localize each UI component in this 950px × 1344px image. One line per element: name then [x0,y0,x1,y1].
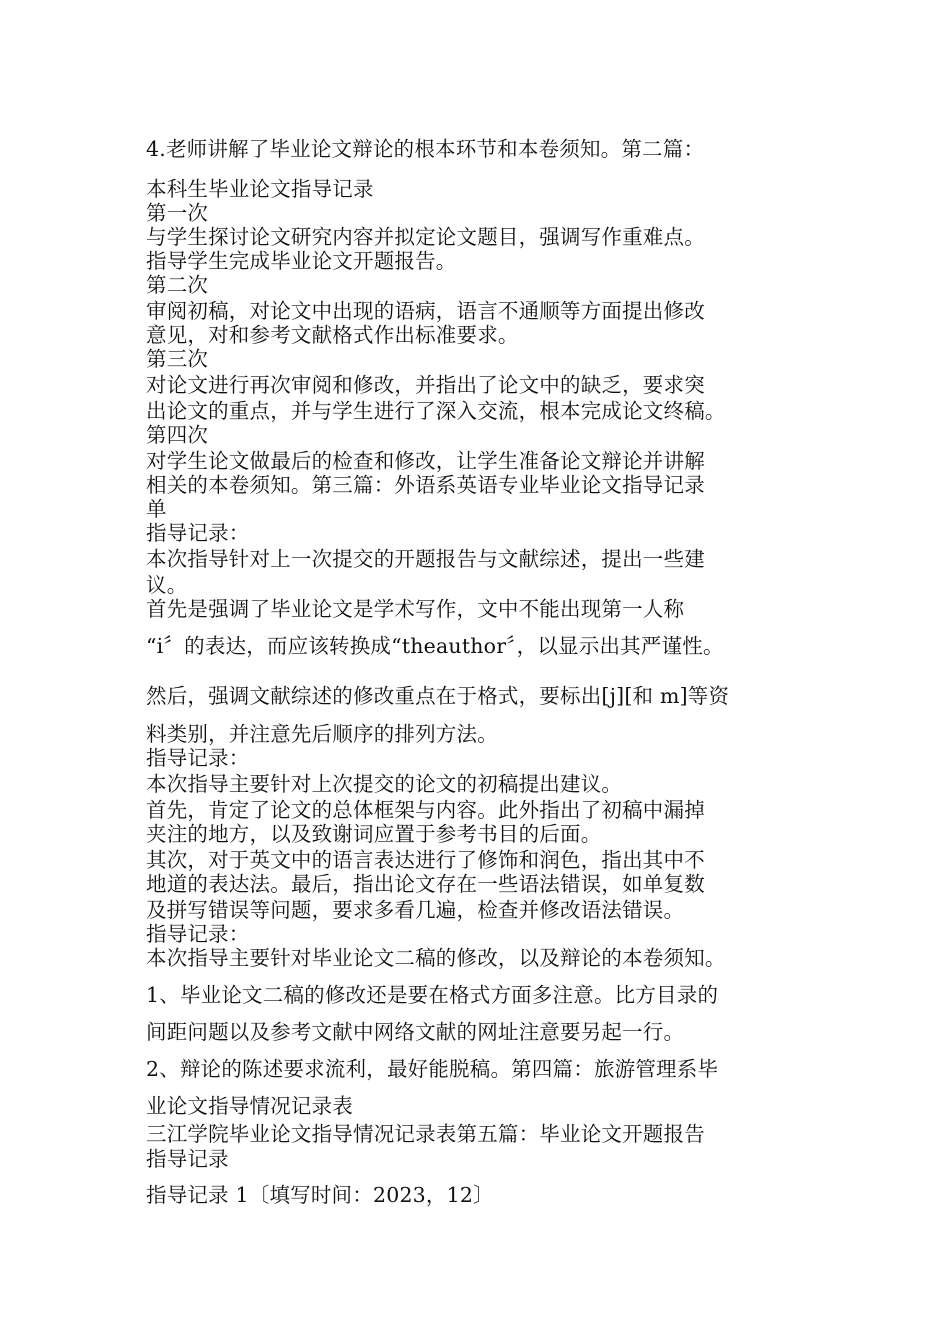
text-line: 4.老师讲解了毕业论文辩论的根本环节和本卷须知。第二篇： [146,137,705,161]
text-line: 议。 [146,573,188,597]
text-line: 单 [146,497,167,521]
text-line: 与学生探讨论文研究内容并拟定论文题目，强调写作重难点。 [146,225,705,249]
text-line: 首先，肯定了论文的总体框架与内容。此外指出了初稿中漏掉 [146,798,705,822]
text-line: 指导学生完成毕业论文开题报告。 [146,249,457,273]
text-line: 2、辩论的陈述要求流利，最好能脱稿。第四篇：旅游管理系毕 [146,1057,719,1081]
record-heading: 指导记录： [146,746,250,770]
text-line: 首先是强调了毕业论文是学术写作，文中不能出现第一人称 [146,597,685,621]
text-line: “i〞的表达，而应该转换成“theauthor〞，以显示出其严谨性。 [146,634,724,658]
text-line: 料类别，并注意先后顺序的排列方法。 [146,722,498,746]
text-line: 出论文的重点，并与学生进行了深入交流，根本完成论文终稿。 [146,399,726,423]
text-line: 指导记录 [146,1147,229,1171]
text-line: 本次指导针对上一次提交的开题报告与文献综述，提出一些建 [146,547,705,571]
text-line: 审阅初稿，对论文中出现的语病，语言不通顺等方面提出修改 [146,299,705,323]
text-line: 对学生论文做最后的检查和修改，让学生准备论文辩论并讲解 [146,449,705,473]
text-line: 及拼写错误等问题，要求多看几遍，检查并修改语法错误。 [146,898,685,922]
text-line: 间距问题以及参考文献中网络文献的网址注意要另起一行。 [146,1020,685,1044]
section-heading: 第四次 [146,423,209,447]
text-line: 夹注的地方，以及致谢词应置于参考书目的后面。 [146,822,602,846]
record-heading: 指导记录： [146,922,250,946]
text-line: 业论文指导情况记录表 [146,1094,353,1118]
section-heading: 第二次 [146,273,209,297]
text-line: 本次指导主要针对毕业论文二稿的修改，以及辩论的本卷须知。 [146,946,726,970]
text-line: 相关的本卷须知。第三篇：外语系英语专业毕业论文指导记录 [146,473,705,497]
section-title: 本科生毕业论文指导记录 [146,177,374,201]
text-line: 地道的表达法。最后，指出论文存在一些语法错误，如单复数 [146,872,705,896]
record-heading: 指导记录： [146,521,250,545]
text-line: 对论文进行再次审阅和修改，并指出了论文中的缺乏，要求突 [146,373,705,397]
text-line: 三江学院毕业论文指导情况记录表第五篇：毕业论文开题报告 [146,1122,705,1146]
text-line: 其次，对于英文中的语言表达进行了修饰和润色，指出其中不 [146,848,705,872]
text-line: 然后，强调文献综述的修改重点在于格式，要标出[j][和 m]等资 [146,684,730,708]
text-line: 1、毕业论文二稿的修改还是要在格式方面多注意。比方目录的 [146,983,719,1007]
text-line: 本次指导主要针对上次提交的论文的初稿提出建议。 [146,772,623,796]
text-line: 指导记录 1〔填写时间：2023，12〕 [146,1183,494,1207]
section-heading: 第三次 [146,347,209,371]
section-heading: 第一次 [146,201,209,225]
text-line: 意见，对和参考文献格式作出标准要求。 [146,323,519,347]
